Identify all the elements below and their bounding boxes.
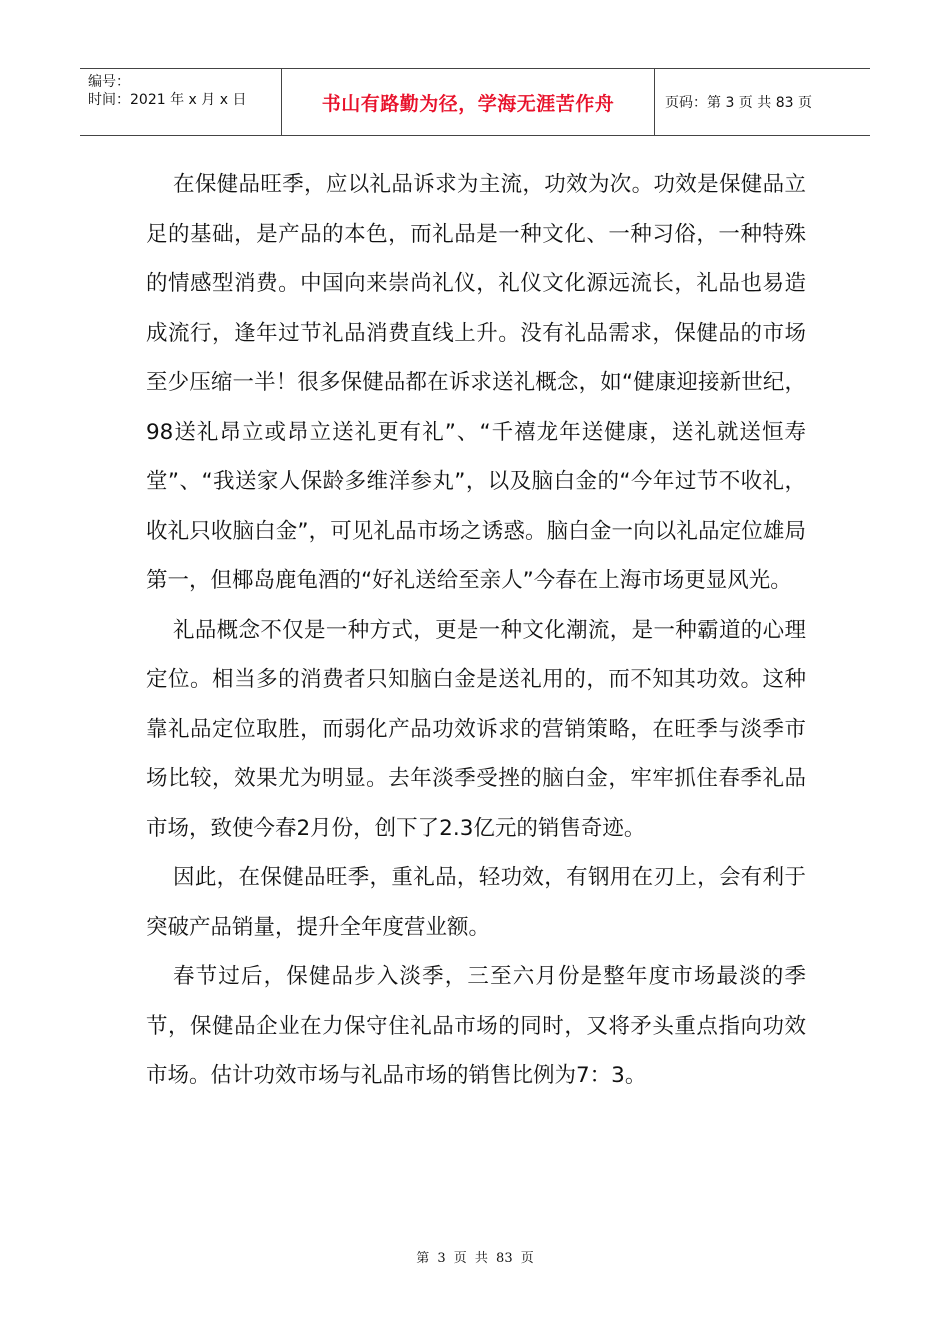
header-meta — [80, 69, 282, 135]
page-header — [80, 68, 870, 136]
body-paragraph: 因此，在保健品旺季，重礼品，轻功效，有钢用在刃上，会有利于突破产品销量，提升全年度营业额。 — [146, 865, 806, 940]
body-paragraph: 礼品概念不仅是一种方式，更是一种文化潮流，是一种霸道的心理定位。相当多的消费者只知脑白金是送礼用的，而不知其功效。这种靠礼品定位取胜，而弱化产品功效诉求的营销策略，在旺季与淡季市场比较，效果尤为明显。去年淡季受挫的脑白金，牢牢抓住春季礼品市场，致使今春2月份，创下了2.3亿元的销售奇迹。 — [146, 617, 806, 841]
document-date-label: 时间：2021 年 x 月 x 日 — [88, 92, 247, 108]
page-footer: 第 3 页 共 83 页 — [416, 1251, 534, 1266]
body-paragraph: 在保健品旺季，应以礼品诉求为主流，功效为次。功效是保健品立足的基础，是产品的本色，而礼品是一种文化、一种习俗，一种特殊的情感型消费。中国向来崇尚礼仪，礼仪文化源远流长，礼品也易造成流行，逢年过节礼品消费直线上升。没有礼品需求，保健品的市场至少压缩一半！很多保健品都在诉求送礼概念，如“健康迎接新世纪，98送礼昂立或昂立送礼更有礼”、“千禧龙年送健康，送礼就送恒寿堂”、“我送家人保龄多维洋参丸”，以及脑白金的“今年过节不收礼，收礼只收脑白金”，可见礼品市场之诱惑。脑白金一向以礼品定位雄局第一，但椰岛鹿龟酒的“好礼送给至亲人”今春在上海市场更显风光。 — [146, 172, 806, 593]
document-number-label: 编号： — [88, 74, 130, 90]
header-page-info: 页码：第 3 页 共 83 页 — [665, 95, 812, 111]
header-motto: 书山有路勤为径，学海无涯苦作舟 — [282, 69, 655, 135]
body-paragraph: 春节过后，保健品步入淡季，三至六月份是整年度市场最淡的季节，保健品企业在力保守住礼品市场的同时，又将矛头重点指向功效市场。估计功效市场与礼品市场的销售比例为7：3。 — [146, 964, 806, 1088]
document-body — [146, 160, 806, 1101]
